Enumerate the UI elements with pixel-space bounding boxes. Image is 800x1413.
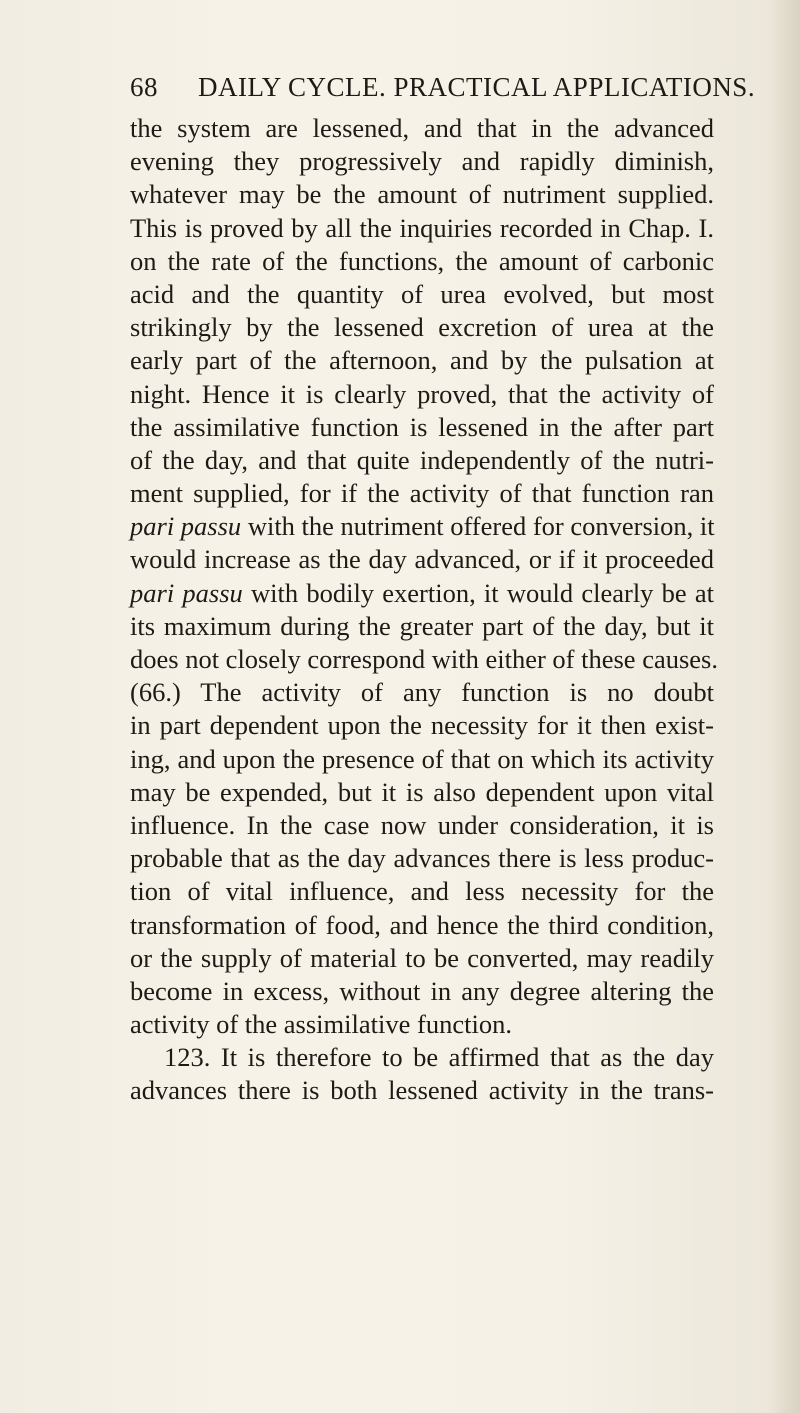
italic-phrase: pari passu: [130, 511, 242, 542]
text-line: This is proved by all the inquiries recorded in Chap. I.: [130, 212, 714, 243]
running-title: DAILY CYCLE. PRACTICAL APPLICATIONS.: [198, 72, 756, 102]
text-line: does not closely correspond with either of these causes.: [130, 644, 718, 674]
text-line-italic-start: [130, 510, 714, 543]
text-line: influence. In the case now under consideration, it is: [130, 809, 714, 840]
italic-phrase: pari passu: [130, 577, 243, 608]
line-rest: with bodily exertion, it would clearly be at: [242, 577, 715, 608]
text-line: (66.) The activity of any function is no doubt: [130, 677, 714, 708]
text-line: its maximum during the greater part of the day, but it: [130, 610, 714, 641]
text-line: ing, and upon the presence of that on which its activity: [130, 743, 714, 774]
text-line: on the rate of the functions, the amount of carbonic: [130, 245, 714, 276]
text-line: become in excess, without in any degree altering the: [130, 975, 714, 1006]
text-line: advances there is both lessened activity in the trans-: [130, 1075, 714, 1106]
text-line: in part dependent upon the necessity for it then exist-: [130, 710, 714, 741]
text-line: transformation of food, and hence the third condition,: [130, 909, 714, 940]
text-line: would increase as the day advanced, or if it proceeded: [130, 544, 714, 575]
page-number: 68: [130, 72, 158, 102]
paragraph-start-line: 123. It is therefore to be affirmed that as the day: [164, 1042, 714, 1073]
text-line: ment supplied, for if the activity of that function ran: [130, 478, 714, 509]
text-line: activity of the assimilative function.: [130, 1009, 512, 1040]
text-line: early part of the afternoon, and by the pulsation at: [130, 345, 714, 376]
text-line: of the day, and that quite independently of the nutri-: [130, 444, 714, 475]
text-line: acid and the quantity of urea evolved, but most: [130, 278, 714, 309]
text-line: or the supply of material to be converted, may readily: [130, 942, 714, 973]
text-line: may be expended, but it is also dependent upon vital: [130, 776, 714, 807]
text-line: the assimilative function is lessened in the after part: [130, 411, 714, 442]
text-line-italic-start: [130, 577, 714, 610]
text-line: night. Hence it is clearly proved, that the activity of: [130, 378, 714, 409]
text-line: evening they progressively and rapidly diminish,: [130, 146, 714, 177]
text-line: strikingly by the lessened excretion of urea at the: [130, 312, 714, 343]
text-line: tion of vital influence, and less necessity for the: [130, 876, 714, 907]
text-line: the system are lessened, and that in the advanced: [130, 113, 714, 143]
body-text: [130, 112, 718, 1108]
text-line: probable that as the day advances there is less produc-: [130, 843, 714, 874]
text-line: whatever may be the amount of nutriment supplied.: [130, 179, 714, 210]
line-rest: with the nutriment offered for conversion, it: [241, 511, 715, 542]
